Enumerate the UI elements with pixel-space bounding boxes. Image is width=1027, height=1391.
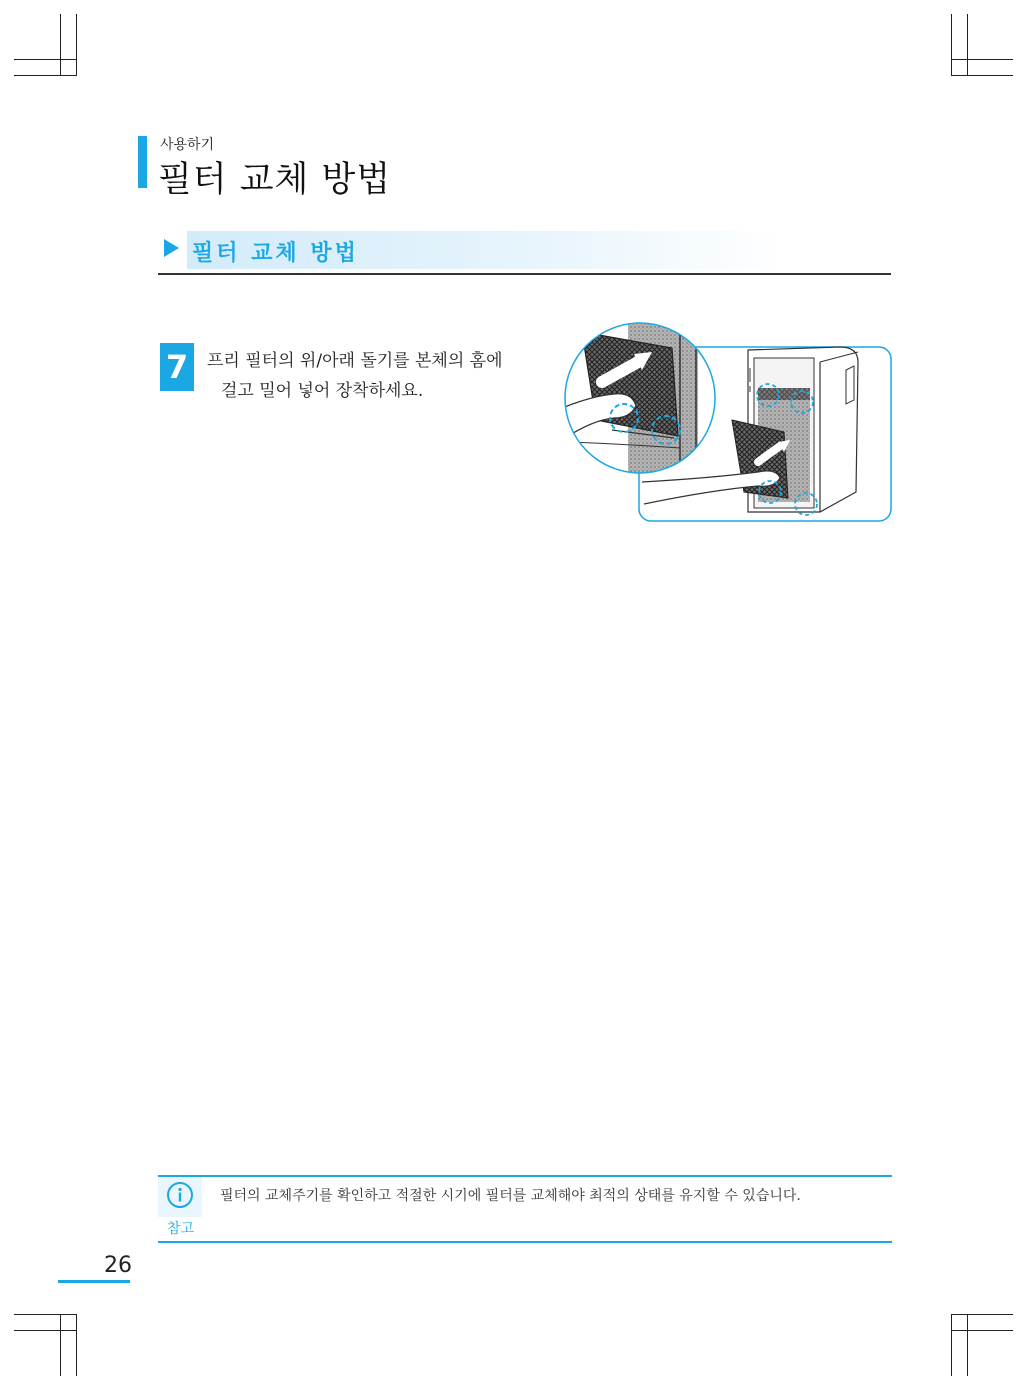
crop-mark (14, 59, 76, 60)
crop-mark (967, 14, 968, 76)
crop-mark (951, 1314, 1013, 1315)
note-bottom-rule (158, 1241, 892, 1243)
step-instruction-line: 걸고 밀어 넣어 장착하세요. (221, 381, 424, 401)
crop-mark (14, 1314, 76, 1315)
info-icon (166, 1181, 194, 1209)
crop-mark (76, 14, 77, 76)
crop-mark (951, 1314, 952, 1376)
crop-mark (60, 1314, 61, 1376)
section-title: 필터 교체 방법 (192, 241, 359, 266)
crop-mark (951, 75, 1013, 76)
note-top-rule (158, 1175, 892, 1177)
note-label: 참고 (167, 1221, 195, 1237)
page-number-rule (58, 1280, 130, 1283)
crop-mark (951, 1330, 1013, 1331)
step-instruction-line: 프리 필터의 위/아래 돌기를 본체의 홈에 (207, 351, 503, 371)
page-title: 필터 교체 방법 (158, 160, 392, 200)
crop-mark (967, 1314, 968, 1376)
note-text: 필터의 교체주기를 확인하고 적절한 시기에 필터를 교체해야 최적의 상태를 유지할 수 있습니다. (220, 1188, 801, 1204)
crop-mark (951, 14, 952, 76)
chapter-accent-bar (138, 136, 147, 188)
step-number-badge: 7 (160, 343, 194, 391)
section-arrow-icon (164, 239, 179, 257)
crop-mark (60, 14, 61, 76)
filter-install-illustration (562, 322, 894, 524)
crop-mark (14, 1330, 76, 1331)
page-number: 26 (104, 1253, 132, 1278)
step-instruction (207, 346, 537, 406)
crop-mark (951, 59, 1013, 60)
chapter-label: 사용하기 (160, 137, 215, 153)
section-divider (158, 273, 891, 275)
crop-mark (76, 1314, 77, 1376)
crop-mark (14, 75, 76, 76)
